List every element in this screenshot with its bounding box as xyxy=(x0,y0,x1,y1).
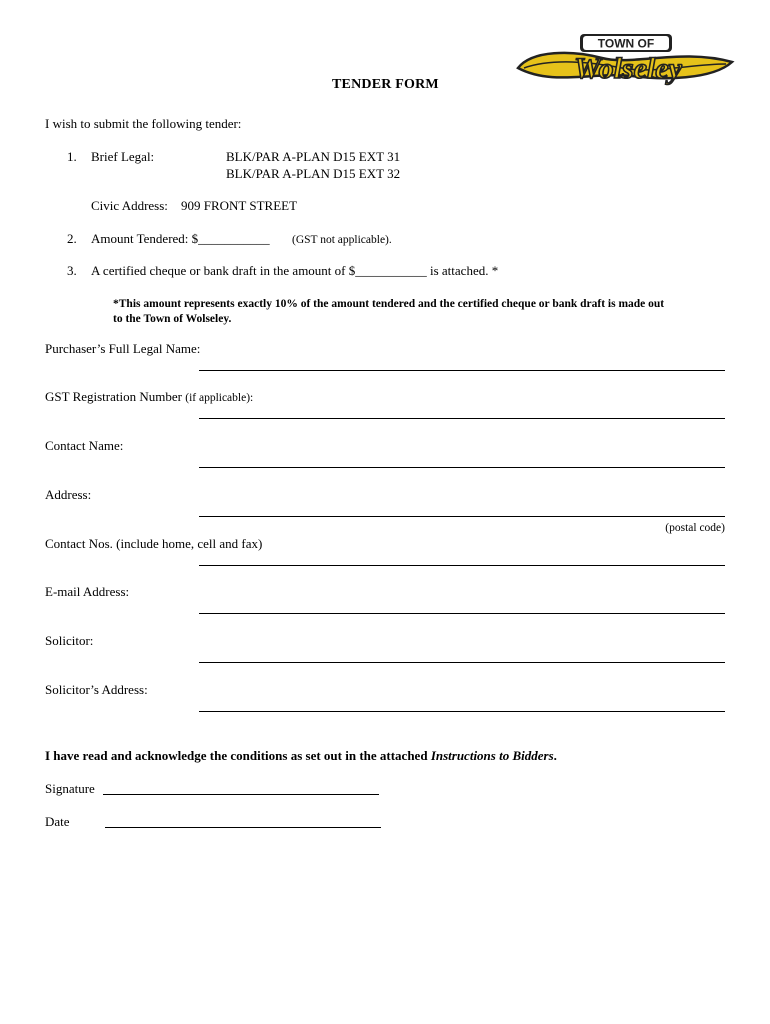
email-address-label: E-mail Address: xyxy=(45,584,130,599)
gst-registration-label-text: GST Registration Number xyxy=(45,389,182,404)
contact-name-label: Contact Name: xyxy=(45,438,124,453)
certified-cheque-text: A certified cheque or bank draft in the amount of $___________ is attached. * xyxy=(91,263,499,278)
signature-label: Signature xyxy=(45,781,95,796)
item-3-number: 3. xyxy=(67,263,77,278)
contact-numbers-field[interactable] xyxy=(199,565,725,566)
address-label: Address: xyxy=(45,487,92,502)
legal-line-2: BLK/PAR A-PLAN D15 EXT 32 xyxy=(226,166,401,181)
gst-if-applicable-note: (if applicable): xyxy=(185,392,254,404)
address-field[interactable] xyxy=(199,516,725,517)
email-address-field[interactable] xyxy=(199,613,725,614)
contact-name-field[interactable] xyxy=(199,467,725,468)
civic-address-label: Civic Address: xyxy=(91,198,168,213)
footnote-line-1: *This amount represents exactly 10% of the amount tendered and the certified cheque or bank draft is made out xyxy=(113,298,665,310)
svg-text:Wolseley: Wolseley xyxy=(574,52,682,85)
civic-address-value: 909 FRONT STREET xyxy=(181,198,298,213)
date-field[interactable] xyxy=(105,827,381,828)
gst-registration-label xyxy=(45,389,253,406)
acknowledgement-statement xyxy=(45,748,557,764)
item-1-number: 1. xyxy=(67,149,77,164)
solicitor-field[interactable] xyxy=(199,662,725,663)
contact-numbers-label: Contact Nos. (include home, cell and fax) xyxy=(45,536,263,551)
brief-legal-label: Brief Legal: xyxy=(91,149,155,164)
town-of-wolseley-logo xyxy=(512,28,738,96)
amount-tendered-text: Amount Tendered: $___________ xyxy=(91,231,270,246)
footnote-line-2: to the Town of Wolseley. xyxy=(113,313,232,325)
solicitor-label: Solicitor: xyxy=(45,633,94,648)
item-2-number: 2. xyxy=(67,231,77,246)
legal-line-1: BLK/PAR A-PLAN D15 EXT 31 xyxy=(226,149,401,164)
gst-registration-field[interactable] xyxy=(199,418,725,419)
solicitor-address-label: Solicitor’s Address: xyxy=(45,682,148,697)
form-title: TENDER FORM xyxy=(332,77,439,92)
date-label: Date xyxy=(45,814,70,829)
solicitor-address-field[interactable] xyxy=(199,711,725,712)
svg-text:TOWN OF: TOWN OF xyxy=(597,36,655,51)
instructions-to-bidders: Instructions to Bidders xyxy=(430,748,554,763)
gst-not-applicable-note: (GST not applicable). xyxy=(292,234,392,246)
acknowledgement-end: . xyxy=(553,748,557,763)
acknowledgement-text: I have read and acknowledge the conditions as set out in the attached xyxy=(45,748,431,763)
purchaser-name-label: Purchaser’s Full Legal Name: xyxy=(45,341,201,356)
signature-field[interactable] xyxy=(103,794,379,795)
postal-code-note: (postal code) xyxy=(665,522,725,534)
intro-text: I wish to submit the following tender: xyxy=(45,116,242,131)
purchaser-name-field[interactable] xyxy=(199,370,725,371)
